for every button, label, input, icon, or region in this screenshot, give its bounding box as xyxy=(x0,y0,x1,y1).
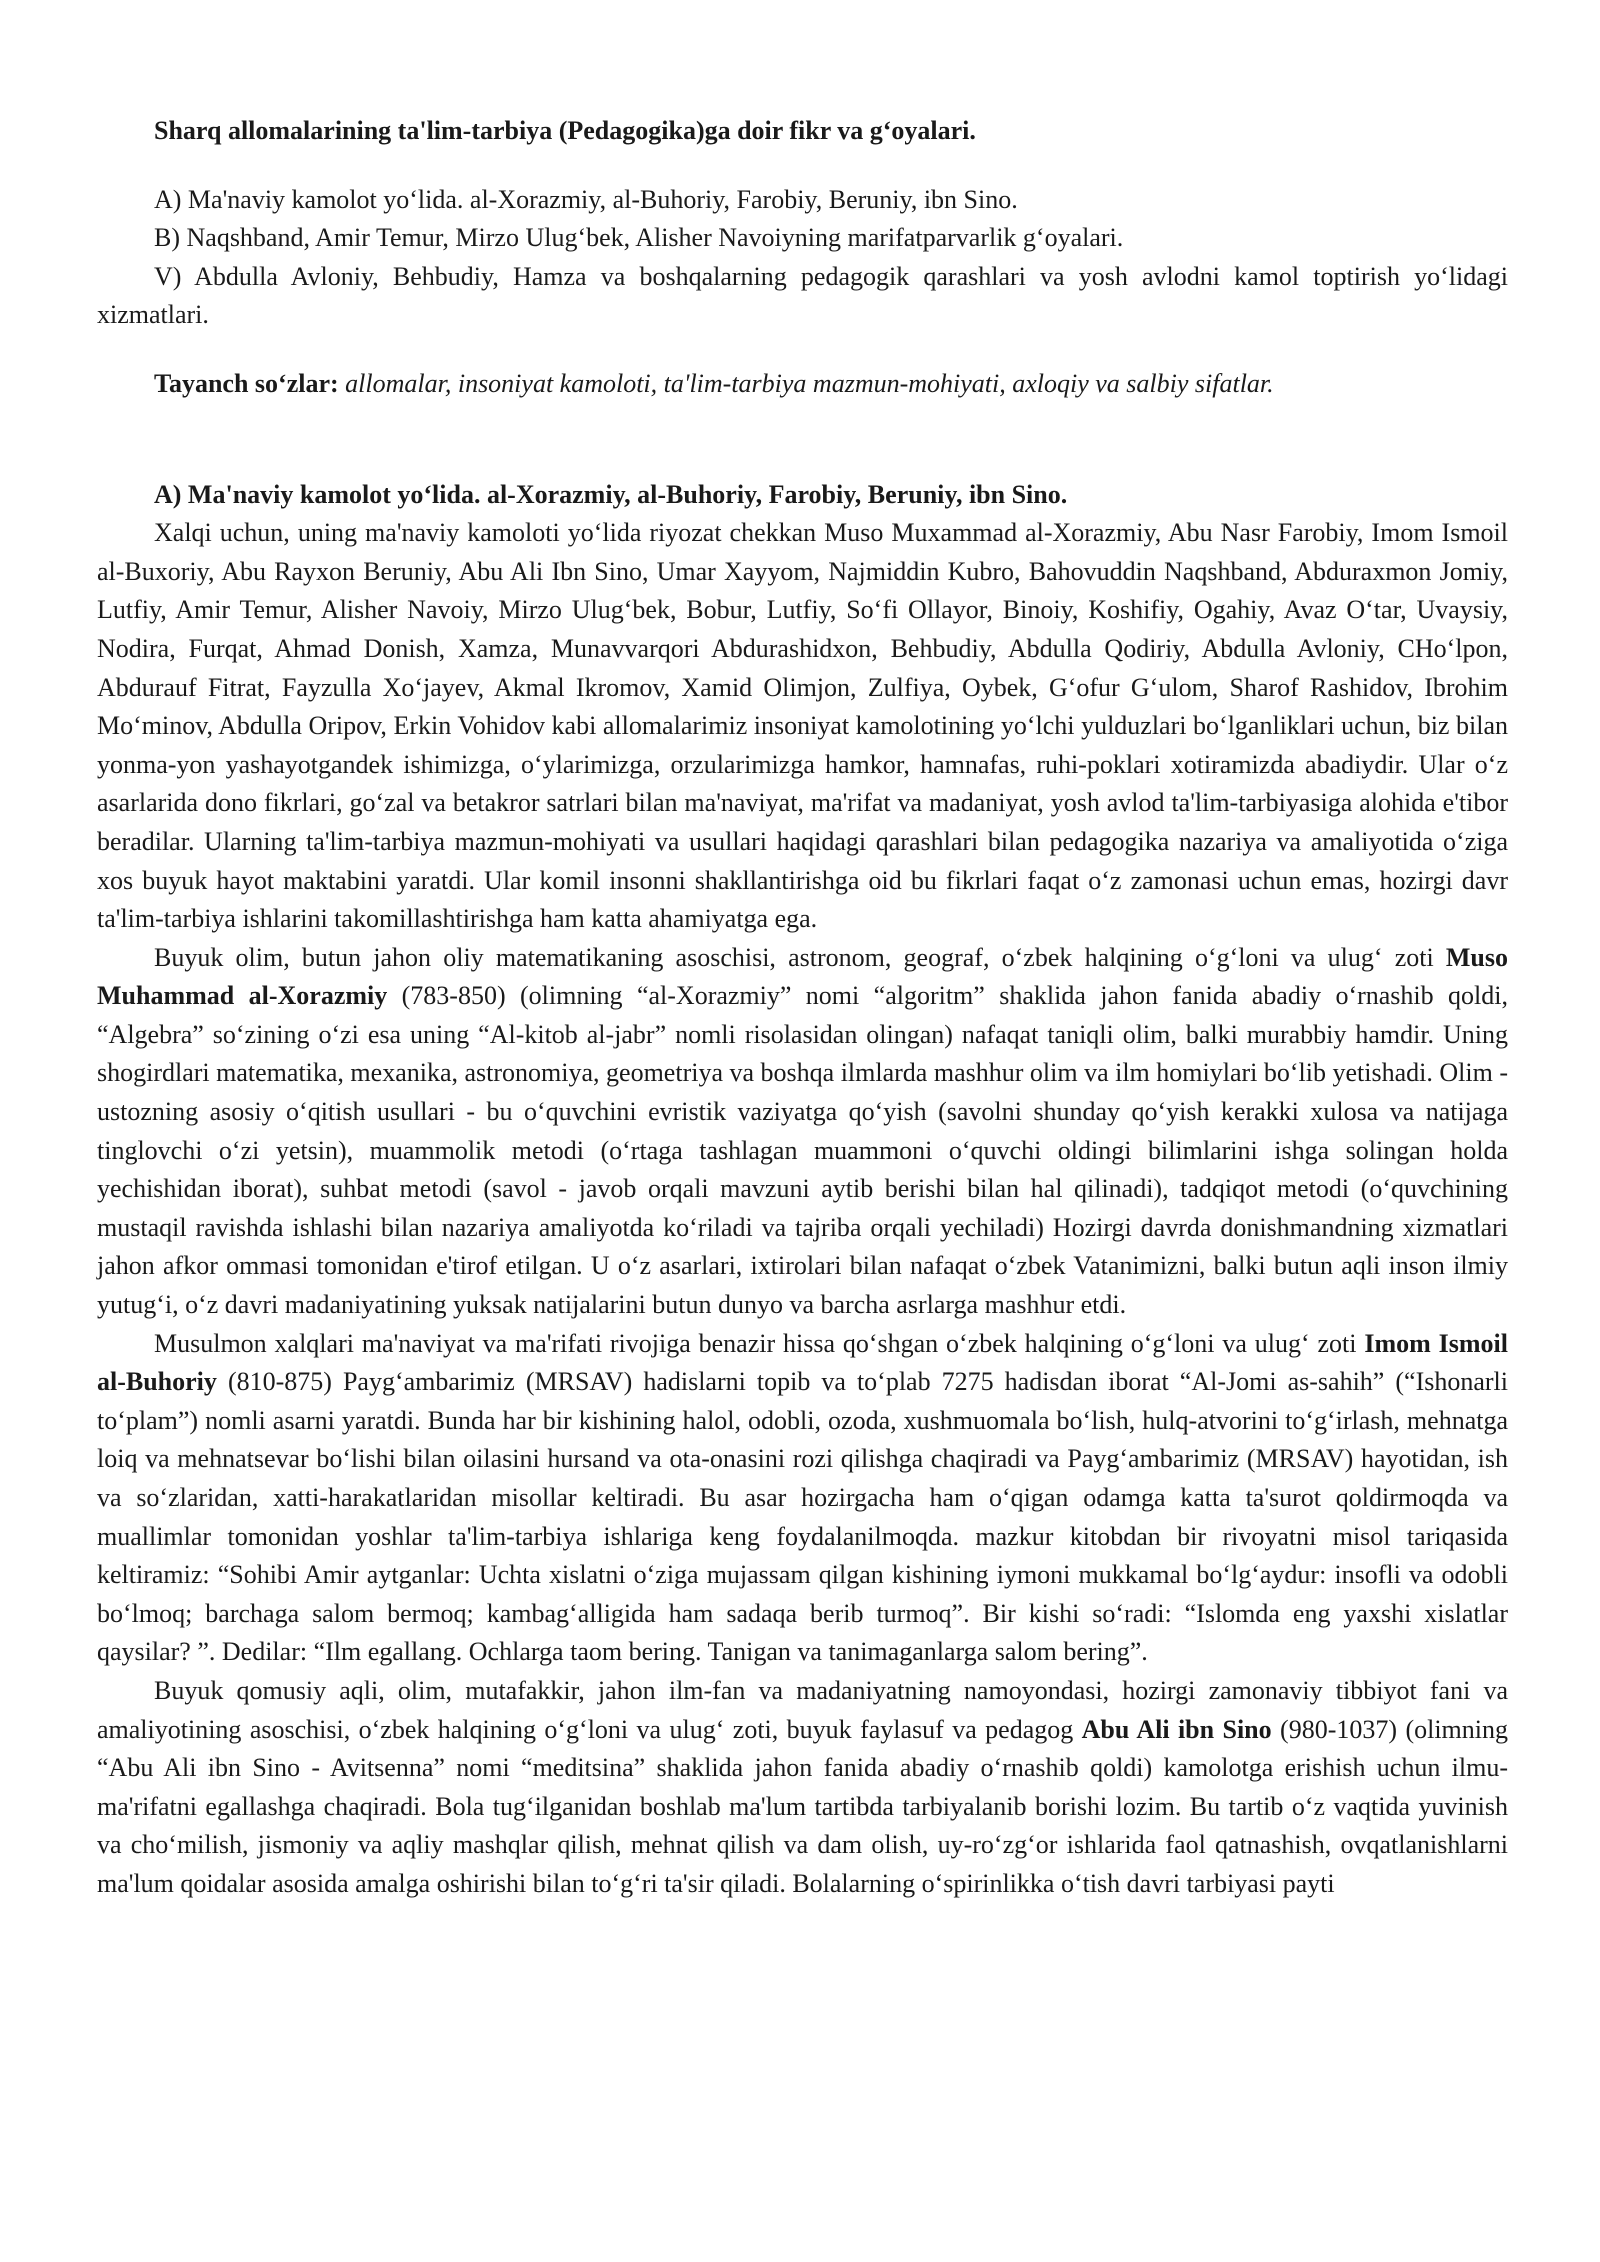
paragraph-text: Buyuk olim, butun jahon oliy matematikaning asoschisi, astronom, geograf, o‘zbek halqining o‘g‘loni va ulug‘ zoti xyxy=(154,942,1446,972)
plan-item-a: A) Ma'naviy kamolot yo‘lida. al-Xorazmiy, al-Buhoriy, Farobiy, Beruniy, ibn Sino. xyxy=(154,184,1018,214)
section-a-heading: A) Ma'naviy kamolot yo‘lida. al-Xorazmiy, al-Buhoriy, Farobiy, Beruniy, ibn Sino. xyxy=(154,479,1068,509)
spacer xyxy=(97,335,1508,365)
spacer xyxy=(97,404,1508,476)
plan-item-b: B) Naqshband, Amir Temur, Mirzo Ulug‘bek, Alisher Navoiyning marifatparvarlik g‘oyalari. xyxy=(154,223,1124,253)
scholar-name-xorazmiy: Muso Muhammad al-Xorazmiy xyxy=(97,942,1508,1011)
body-paragraph-buhoriy xyxy=(97,1325,1508,1672)
paragraph-text: (783-850) (olimning “al-Xorazmiy” nomi “algoritm” shaklida jahon fanida abadiy o‘rnashib qoldi, “Algebra” so‘zining o‘zi esa uning “Al-kitob al-jabr” nomli risolasidan olingan) nafaqat taniqli olim, balki murabbiy hamdir. Uning shogirdlari matematika, mexanika, astronomiya, geometriya va boshqa ilmlarda mashhur olim va ilm homiylari bo‘lib yetishadi. Olim - ustozning asosiy o‘qitish usullari - bu o‘quvchini evristik vaziyatga qo‘yish (savolni shunday qo‘yish kerakki xulosa va natijaga tinglovchi o‘zi yetsin), muammolik metodi (o‘rtaga tashlagan muammoni o‘quvchi oldingi bilimlarini ishga solingan holda yechishidan iborat), suhbat metodi (savol - javob orqali mavzuni aytib berishi bilan hal qilinadi), tadqiqot metodi (o‘quvchining mustaqil ravishda ishlashi bilan nazariya amaliyotda ko‘riladi va tajriba orqali yechiladi) Hozirgi davrda donishmandning xizmatlari jahon afkor ommasi tomonidan e'tirof etilgan. U o‘z asarlari, ixtirolari bilan nafaqat o‘zbek Vatanimizni, balki butun aqli inson ilmiy yutug‘i, o‘z davri madaniyatining yuksak natijalarini butun dunyo va barcha asrlarga mashhur etdi. xyxy=(97,981,1508,1320)
body-paragraph-ibn-sino xyxy=(97,1672,1508,1904)
paragraph-text: Buyuk qomusiy aqli, olim, mutafakkir, jahon ilm-fan va madaniyatning namoyondasi, hozirgi zamonaviy tibbiyot fani va amaliyotining asoschisi, o‘zbek halqining o‘g‘loni va ulug‘ zoti, buyuk faylasuf va pedagog xyxy=(97,1675,1508,1744)
lecture-plan xyxy=(97,181,1508,335)
paragraph-text: (980-1037) (olimning “Abu Ali ibn Sino - Avitsenna” nomi “meditsina” shaklida jahon fanida abadiy o‘rnashib qoldi) kamolotga erishish uchun ilmu-ma'rifatni egallashga chaqiradi. Bola tug‘ilganidan boshlab ma'lum tartibda tarbiyalanib borishi lozim. Bu tartib o‘z vaqtida yuvinish va cho‘milish, jismoniy va aqliy mashqlar qilish, mehnat qilish va dam olish, uy-ro‘zg‘or ishlarida faol qatnashish, ovqatlanishlarni ma'lum qoidalar asosida amalga oshirishi bilan to‘g‘ri ta'sir qiladi. Bolalarning o‘spirinlikka o‘tish davri tarbiyasi payti xyxy=(97,1714,1508,1898)
keywords-text: allomalar, insoniyat kamoloti, ta'lim-tarbiya mazmun-mohiyati, axloqiy va salbiy sifatlar. xyxy=(338,368,1274,398)
keywords-paragraph xyxy=(97,365,1508,404)
scholar-name-buhoriy: Imom Ismoil al-Buhoriy xyxy=(97,1328,1508,1397)
body-paragraph-scholars: Xalqi uchun, uning ma'naviy kamoloti yo‘lida riyozat chekkan Muso Muxammad al-Xorazmiy, Abu Nasr Farobiy, Imom Ismoil al-Buxoriy, Abu Rayxon Beruniy, Abu Ali Ibn Sino, Umar Xayyom, Najmiddin Kubro, Bahovuddin Naqshband, Abduraxmon Jomiy, Lutfiy, Amir Temur, Alisher Navoiy, Mirzo Ulug‘bek, Bobur, Lutfiy, So‘fi Ollayor, Binoiy, Koshifiy, Ogahiy, Avaz O‘tar, Uvaysiy, Nodira, Furqat, Ahmad Donish, Xamza, Munavvarqori Abdurashidxon, Behbudiy, Abdulla Qodiriy, Abdulla Avloniy, CHo‘lpon, Abdurauf Fitrat, Fayzulla Xo‘jayev, Akmal Ikromov, Xamid Olimjon, Zulfiya, Oybek, G‘ofur G‘ulom, Sharof Rashidov, Ibrohim Mo‘minov, Abdulla Oripov, Erkin Vohidov kabi allomalarimiz insoniyat kamolotining yo‘lchi yulduzlari bo‘lganliklari uchun, biz bilan yonma-yon yashayotgandek ishimizga, o‘ylarimizga, orzularimizga hamkor, hamnafas, ruhi-poklari xotiramizda abadiydir. Ular o‘z asarlarida dono fikrlari, go‘zal va betakror satrlari bilan ma'naviyat, ma'rifat va madaniyat, yosh avlod ta'lim-tarbiyasiga alohida e'tibor beradilar. Ularning ta'lim-tarbiya mazmun-mohiyati va usullari haqidagi qarashlari bilan pedagogika nazariya va amaliyotida o‘ziga xos buyuk hayot maktabini yaratdi. Ular komil insonni shakllantirishga oid bu fikrlari faqat o‘z zamonasi uchun emas, hozirgi davr ta'lim-tarbiya ishlarini takomillashtirishga ham katta ahamiyatga ega. xyxy=(97,518,1508,934)
scholar-name-ibn-sino: Abu Ali ibn Sino xyxy=(1081,1714,1272,1744)
spacer xyxy=(97,151,1508,181)
paragraph-text: (810-875) Payg‘ambarimiz (MRSAV) hadislarni topib va to‘plab 7275 hadisdan iborat “Al-Jomi as-sahih” (“Ishonarli to‘plam”) nomli asarni yaratdi. Bunda har bir kishining halol, odobli, ozoda, xushmuomala bo‘lish, hulq-atvorini to‘g‘irlash, mehnatga loiq va mehnatsevar bo‘lishi bilan oilasini hursand va ota-onasini rozi qilishga chaqiradi va Payg‘ambarimiz (MRSAV) hayotidan, ish va so‘zlaridan, xatti-harakatlaridan misollar keltiradi. Bu asar hozirgacha ham o‘qigan odamga katta ta'surot qoldirmoqda va muallimlar tomonidan yoshlar ta'lim-tarbiya ishlariga keng foydalanilmoqda. mazkur kitobdan bir rivoyatni misol tariqasida keltiramiz: “Sohibi Amir aytganlar: Uchta xislatni o‘ziga mujassam qilgan kishining iymoni mukkamal bo‘lg‘aydur: insofli va odobli bo‘lmoq; barchaga salom bermoq; kambag‘alligida ham sadaqa berib turmoq”. Bir kishi so‘radi: “Islomda eng yaxshi xislatlar qaysilar? ”. Dedilar: “Ilm egallang. Ochlarga taom bering. Tanigan va tanimaganlarga salom bering”. xyxy=(97,1367,1508,1667)
keywords-label: Tayanch so‘zlar: xyxy=(154,368,339,398)
body-paragraph-xorazmiy xyxy=(97,939,1508,1325)
document-title: Sharq allomalarining ta'lim-tarbiya (Pedagogika)ga doir fikr va g‘oyalari. xyxy=(154,116,976,145)
plan-item-v: V) Abdulla Avloniy, Behbudiy, Hamza va boshqalarning pedagogik qarashlari va yosh avlodni kamol toptirish yo‘lidagi xizmatlari. xyxy=(97,261,1508,330)
paragraph-text: Musulmon xalqlari ma'naviyat va ma'rifati rivojiga benazir hissa qo‘shgan o‘zbek halqining o‘g‘loni va ulug‘ zoti xyxy=(154,1328,1365,1358)
